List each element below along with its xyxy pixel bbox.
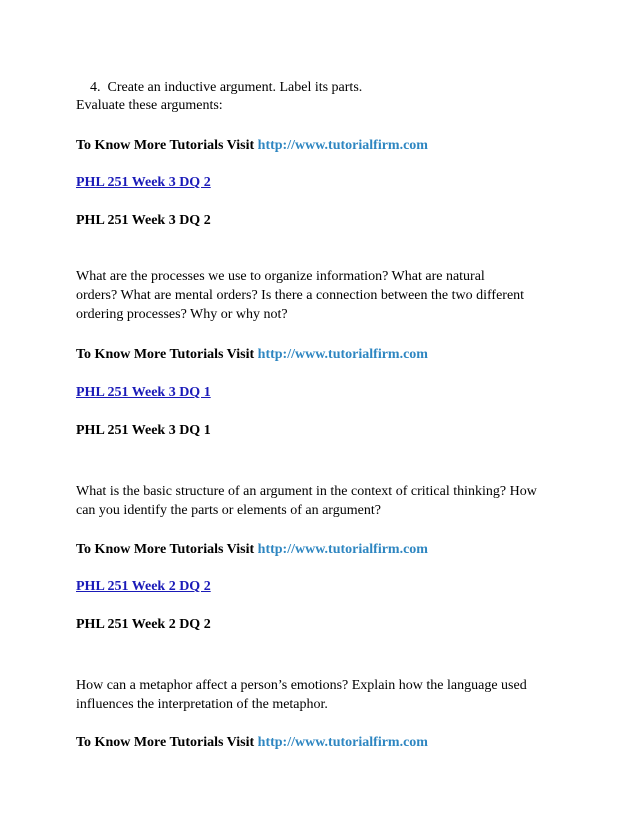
promo-url-link[interactable]: http://www.tutorialfirm.com (257, 735, 428, 750)
section-body (76, 267, 576, 324)
body-line: influences the interpretation of the metaphor. (76, 697, 328, 712)
promo-url-link[interactable]: http://www.tutorialfirm.com (257, 542, 428, 557)
promo-line (76, 734, 428, 752)
body-line: orders? What are mental orders? Is there a connection between the two different (76, 288, 525, 303)
evaluate-text: Evaluate these arguments: (76, 98, 223, 113)
body-line: How can a metaphor affect a person’s emotions? Explain how the language used (76, 678, 527, 693)
body-line: ordering processes? Why or why not? (76, 307, 288, 322)
promo-line (76, 137, 428, 155)
promo-line (76, 541, 428, 559)
promo-prefix: To Know More Tutorials Visit (76, 735, 255, 750)
section-body (76, 482, 576, 520)
section-heading: PHL 251 Week 3 DQ 1 (76, 423, 211, 438)
list-item-number: 4. (90, 80, 101, 95)
section-link[interactable]: PHL 251 Week 2 DQ 2 (76, 579, 211, 594)
section-link[interactable]: PHL 251 Week 3 DQ 2 (76, 175, 211, 190)
promo-url-link[interactable]: http://www.tutorialfirm.com (257, 347, 428, 362)
promo-line (76, 346, 428, 364)
promo-prefix: To Know More Tutorials Visit (76, 542, 255, 557)
list-item-4 (90, 79, 362, 97)
body-line: What are the processes we use to organize information? What are natural (76, 269, 485, 284)
list-item-text: Create an inductive argument. Label its parts. (107, 80, 363, 95)
promo-prefix: To Know More Tutorials Visit (76, 138, 255, 153)
section-link[interactable]: PHL 251 Week 3 DQ 1 (76, 385, 211, 400)
section-heading: PHL 251 Week 2 DQ 2 (76, 617, 211, 632)
promo-url-link[interactable]: http://www.tutorialfirm.com (257, 138, 428, 153)
body-line: What is the basic structure of an argument in the context of critical thinking? How (76, 484, 537, 499)
promo-prefix: To Know More Tutorials Visit (76, 347, 255, 362)
section-body (76, 676, 576, 714)
body-line: can you identify the parts or elements of an argument? (76, 503, 381, 518)
section-heading: PHL 251 Week 3 DQ 2 (76, 213, 211, 228)
